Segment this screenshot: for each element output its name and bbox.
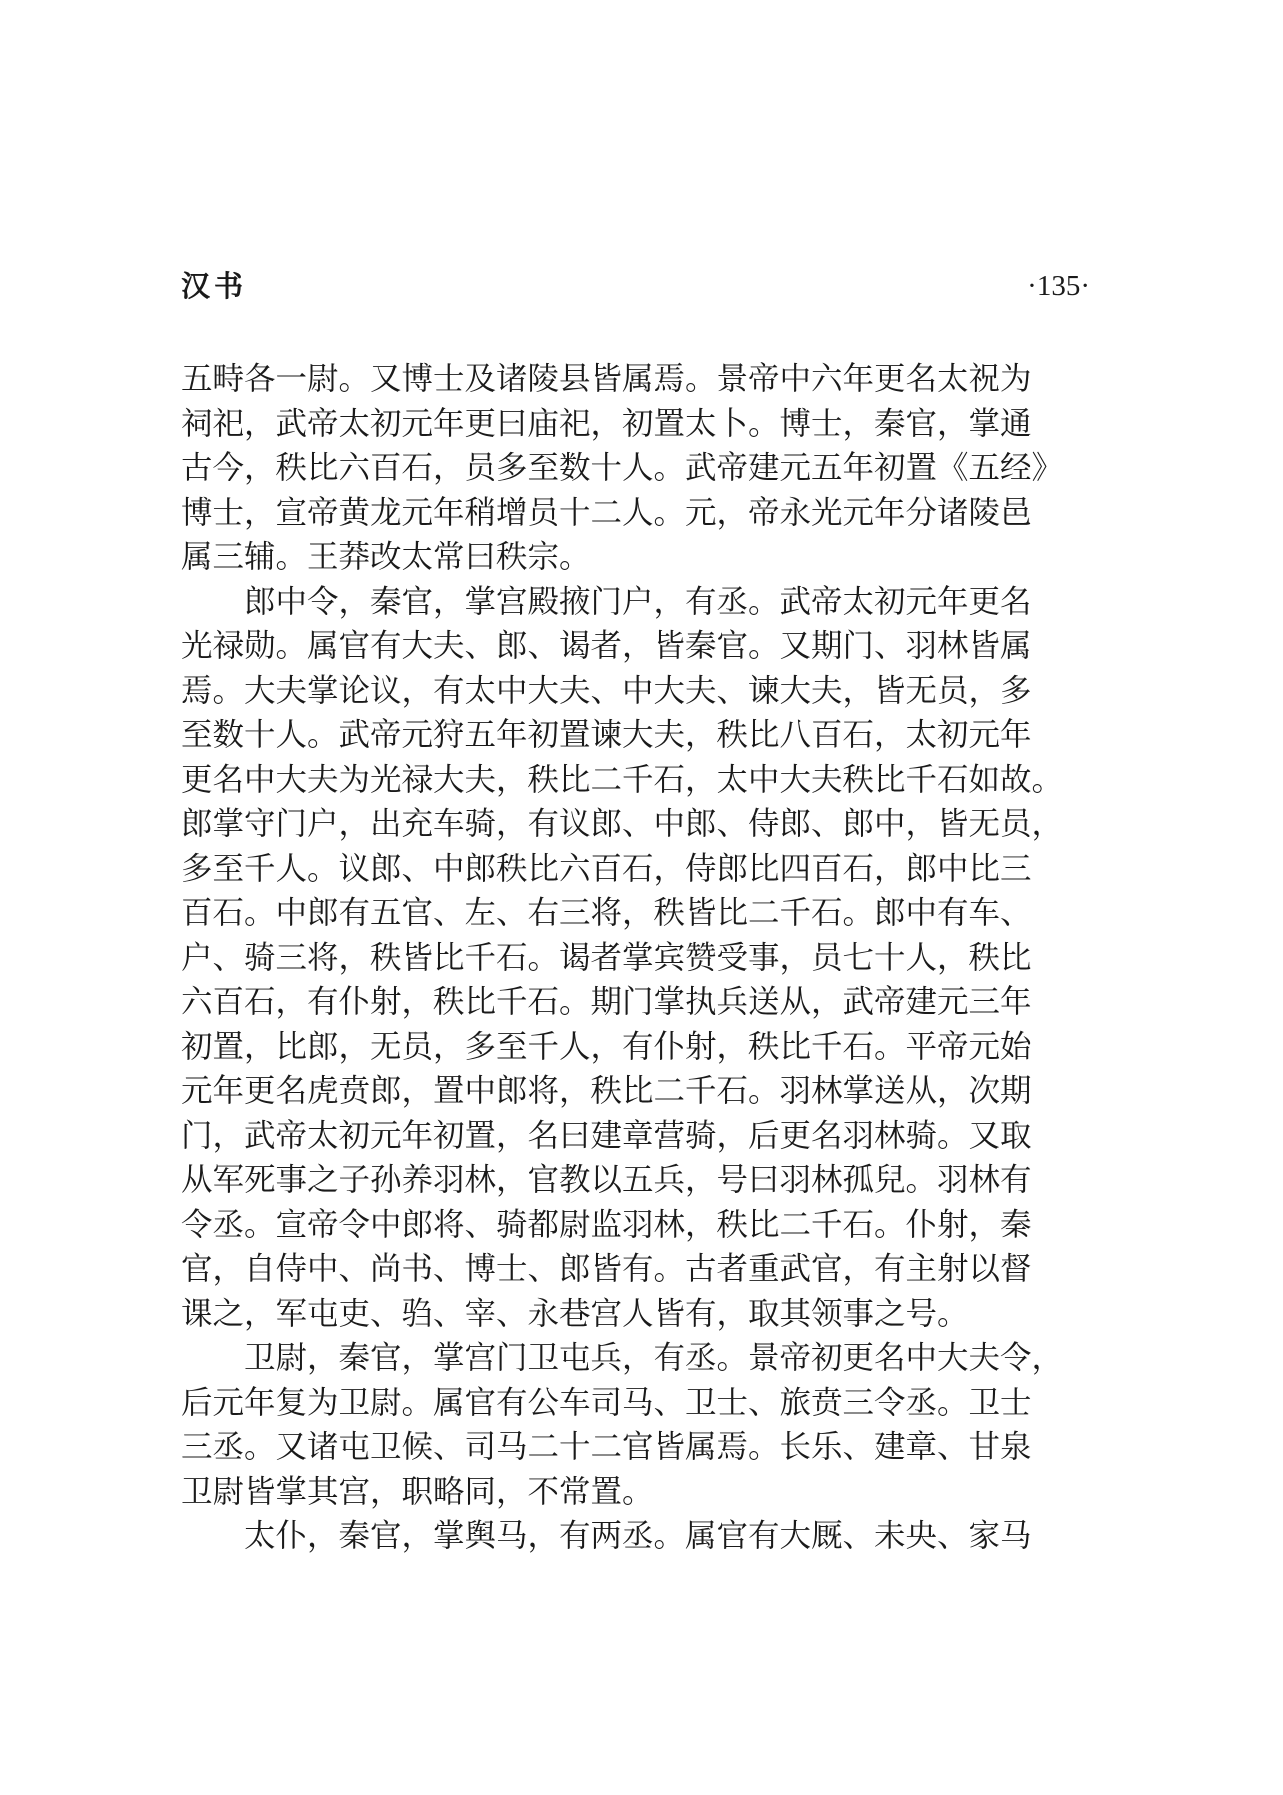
body-text [181,357,1090,1559]
page-number: ·135· [1027,270,1090,302]
paragraph-first-line: 郎中令，秦官，掌宫殿掖门户，有丞。武帝太初元年更名 [244,583,1032,620]
text-line: 元年更名虎贲郎，置中郎将，秩比二千石。羽林掌送从，次期 [181,1073,1032,1109]
text-line: 至数十人。武帝元狩五年初置谏大夫，秩比八百石，太初元年 [181,717,1032,753]
text-line: 光禄勋。属官有大夫、郎、谒者，皆秦官。又期门、羽林皆属 [181,628,1032,664]
text-line: 六百石，有仆射，秩比千石。期门掌执兵送从，武帝建元三年 [181,984,1032,1020]
text-line: 从军死事之子孙养羽林，官教以五兵，号曰羽林孤兒。羽林有 [181,1162,1032,1198]
paragraph-first-line: 太仆，秦官，掌舆马，有两丞。属官有大厩、未央、家马 [244,1518,1032,1554]
text-line: 初置，比郎，无员，多至千人，有仆射，秩比千石。平帝元始 [181,1028,1032,1065]
text-line: 多至千人。议郎、中郎秩比六百石，侍郎比四百石，郎中比三 [181,850,1032,887]
text-line: 博士，宣帝黄龙元年稍增员十二人。元，帝永光元年分诸陵邑 [181,494,1032,531]
text-line: 卫尉皆掌其宫，职略同，不常置。 [181,1473,654,1510]
text-line: 五畤各一尉。又博士及诸陵县皆属焉。景帝中六年更名太祝为 [181,361,1032,397]
text-line: 令丞。宣帝令中郎将、骑都尉监羽林，秩比二千石。仆射，秦 [181,1206,1032,1243]
text-line: 属三辅。王莽改太常曰秩宗。 [181,539,591,575]
running-title: 汉书 [181,269,248,303]
text-line: 户、骑三将，秩皆比千石。谒者掌宾赞受事，员七十人，秩比 [181,939,1032,976]
text-line: 百石。中郎有五官、左、右三将，秩皆比二千石。郎中有车、 [181,895,1032,931]
text-line: 祠祀，武帝太初元年更曰庙祀，初置太卜。博士，秦官，掌通 [181,405,1032,442]
text-line: 古今，秩比六百石，员多至数十人。武帝建元五年初置《五经》 [181,450,1064,486]
page-header [181,266,1090,306]
text-line: 课之，军屯吏、驺、宰、永巷宫人皆有，取其领事之号。 [181,1295,969,1332]
text-line: 焉。大夫掌论议，有太中大夫、中大夫、谏大夫，皆无员，多 [181,672,1032,709]
text-line: 后元年复为卫尉。属官有公车司马、卫士、旅贲三令丞。卫士 [181,1384,1032,1421]
text-line: 更名中大夫为光禄大夫，秩比二千石，太中大夫秩比千石如故。 [181,761,1064,798]
paragraph-first-line: 卫尉，秦官，掌宫门卫屯兵，有丞。景帝初更名中大夫令， [244,1340,1064,1376]
text-line: 门，武帝太初元年初置，名曰建章营骑，后更名羽林骑。又取 [181,1117,1032,1154]
text-line: 官，自侍中、尚书、博士、郎皆有。古者重武官，有主射以督 [181,1251,1032,1287]
text-line: 三丞。又诸屯卫候、司马二十二官皆属焉。长乐、建章、甘泉 [181,1429,1032,1465]
text-line: 郎掌守门户，出充车骑，有议郎、中郎、侍郎、郎中，皆无员， [181,806,1064,842]
